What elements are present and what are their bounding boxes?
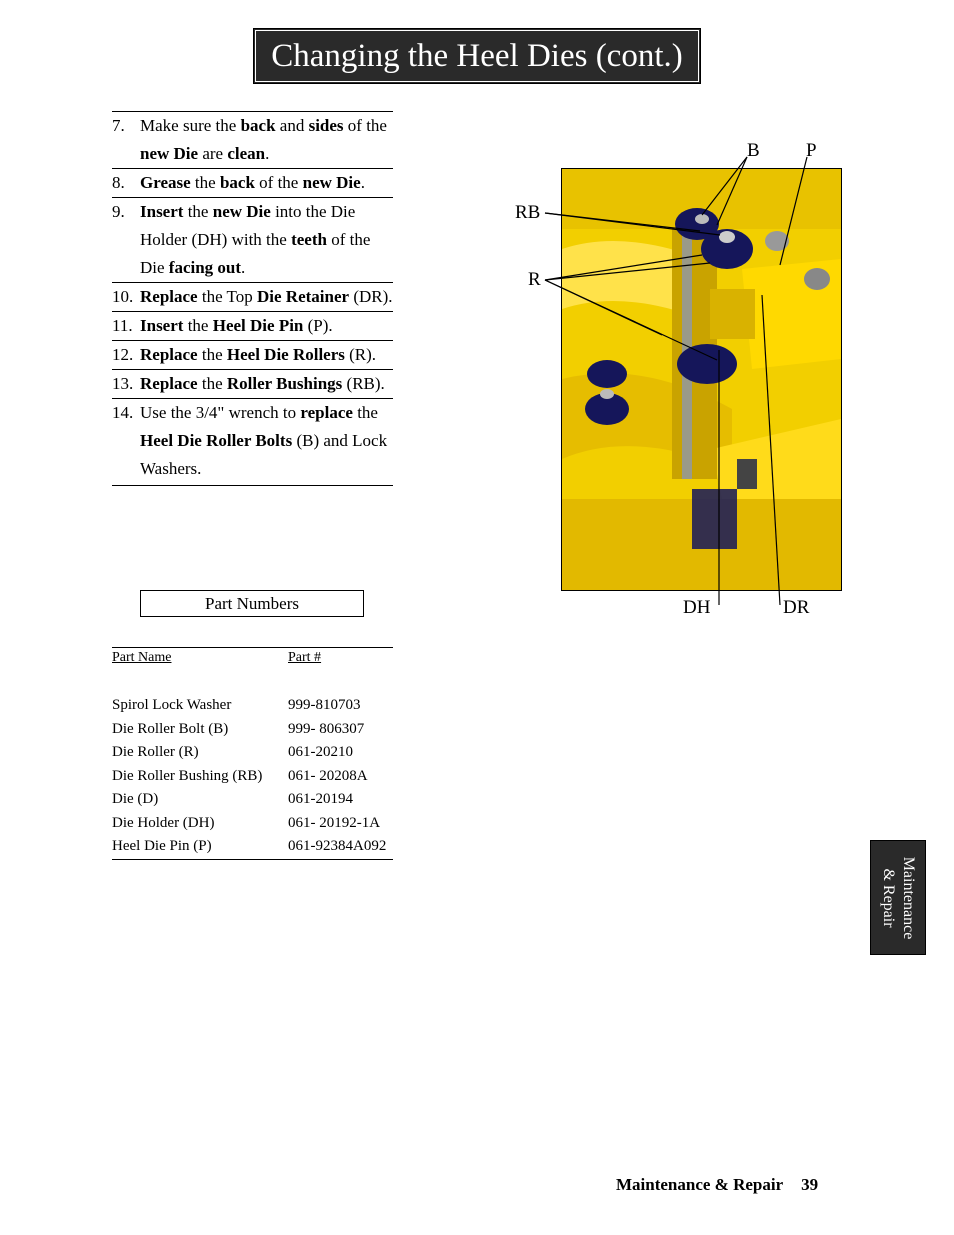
step-emphasis: Insert	[140, 202, 184, 221]
step-text-segment: (P).	[303, 316, 333, 335]
callout-lines	[512, 135, 852, 625]
step-item	[112, 168, 393, 197]
step-item	[112, 340, 393, 369]
part-number-cell: 999-810703	[288, 697, 361, 714]
part-name-cell: Spirol Lock Washer	[112, 697, 232, 714]
part-number-cell: 999- 806307	[288, 720, 365, 737]
step-emphasis: Heel Die Roller Bolts	[140, 431, 293, 450]
step-item	[112, 282, 393, 311]
step-text-segment: the	[352, 403, 378, 422]
part-name-cell: Die Holder (DH)	[112, 814, 215, 831]
step-number: 14.	[112, 403, 134, 422]
part-name-cell: Die Roller Bolt (B)	[112, 720, 229, 737]
step-text	[140, 399, 393, 483]
part-name-cell: Heel Die Pin (P)	[112, 838, 212, 855]
step-text-segment: of the	[343, 116, 387, 135]
step-text	[140, 283, 393, 311]
parts-table-row	[112, 741, 393, 765]
step-item	[112, 311, 393, 340]
step-text-segment: .	[360, 173, 365, 192]
part-number-cell: 061- 20208A	[288, 767, 368, 784]
step-text	[140, 169, 393, 197]
step-number: 13.	[112, 374, 134, 393]
parts-table-row	[112, 835, 393, 859]
label-p: P	[806, 140, 817, 161]
step-item	[112, 111, 393, 168]
step-text	[140, 312, 393, 340]
side-tab-line-2: & Repair	[880, 867, 897, 928]
part-name-cell: Die Roller Bushing (RB)	[112, 767, 263, 784]
step-number: 8.	[112, 173, 125, 192]
instruction-steps	[112, 111, 393, 486]
part-number-cell: 061-92384A092	[288, 838, 387, 855]
step-text-segment: the	[197, 345, 227, 364]
step-text-segment: the	[183, 316, 213, 335]
step-emphasis: sides	[308, 116, 344, 135]
step-emphasis: Roller Bushings	[226, 374, 343, 393]
step-number: 12.	[112, 345, 134, 364]
part-numbers-heading: Part Numbers	[140, 590, 364, 617]
step-text-segment: the	[197, 374, 227, 393]
step-emphasis: replace	[300, 403, 353, 422]
header-part-number: Part #	[288, 650, 322, 665]
step-emphasis: Replace	[140, 345, 198, 364]
parts-table-row	[112, 812, 393, 836]
step-item	[112, 197, 393, 282]
heel-die-photo-figure	[512, 135, 852, 625]
step-text-segment: the	[183, 202, 213, 221]
label-b: B	[747, 140, 760, 161]
header-part-name: Part Name	[112, 650, 172, 665]
side-tab-label	[878, 856, 918, 939]
parts-table	[112, 647, 393, 860]
step-number: 10.	[112, 287, 134, 306]
step-text-segment: of the Die	[140, 230, 371, 277]
page-title: Changing the Heel Dies (cont.)	[253, 28, 701, 84]
step-item	[112, 398, 393, 486]
step-text-segment: the	[190, 173, 220, 192]
side-tab-line-1: Maintenance	[900, 856, 917, 939]
step-text-segment: the Top	[197, 287, 258, 306]
page-footer	[616, 1175, 818, 1195]
step-emphasis: teeth	[291, 230, 327, 249]
label-rb: RB	[515, 202, 541, 223]
page-number: 39	[801, 1175, 819, 1194]
part-number-cell: 061- 20192-1A	[288, 814, 381, 831]
part-name-cell: Die (D)	[112, 791, 159, 808]
label-dh: DH	[683, 597, 711, 618]
step-text-segment: (RB).	[342, 374, 385, 393]
parts-table-row	[112, 765, 393, 789]
section-side-tab	[870, 840, 926, 955]
parts-table-header	[112, 650, 393, 694]
footer-section: Maintenance & Repair	[616, 1175, 784, 1194]
step-text-segment: of the	[254, 173, 303, 192]
step-emphasis: new Die	[212, 202, 271, 221]
step-emphasis: clean	[227, 144, 266, 163]
step-text-segment: (B) and Lock Washers.	[140, 431, 388, 478]
step-emphasis: Replace	[140, 374, 198, 393]
step-text-segment: .	[265, 144, 270, 163]
step-emphasis: back	[240, 116, 276, 135]
step-emphasis: facing out	[168, 258, 242, 277]
step-text-segment: into the Die Holder (DH) with the	[140, 202, 356, 249]
step-number: 11.	[112, 316, 133, 335]
step-text-segment: (R).	[344, 345, 377, 364]
step-text-segment: and	[275, 116, 309, 135]
step-item	[112, 369, 393, 398]
label-dr: DR	[783, 597, 810, 618]
step-text-segment: .	[241, 258, 246, 277]
step-text-segment: Use the 3/4" wrench to	[140, 403, 301, 422]
parts-table-row	[112, 694, 393, 718]
step-text-segment: are	[198, 144, 228, 163]
step-emphasis: Grease	[140, 173, 191, 192]
step-text-segment: (DR).	[349, 287, 393, 306]
part-name-cell: Die Roller (R)	[112, 744, 199, 761]
part-number-cell: 061-20210	[288, 744, 353, 761]
step-text-segment: Make sure the	[140, 116, 241, 135]
step-emphasis: new Die	[140, 144, 199, 163]
step-emphasis: Insert	[140, 316, 184, 335]
step-emphasis: back	[219, 173, 255, 192]
step-text	[140, 341, 393, 369]
part-number-cell: 061-20194	[288, 791, 353, 808]
step-emphasis: Heel Die Rollers	[226, 345, 345, 364]
step-emphasis: Replace	[140, 287, 198, 306]
step-text	[140, 198, 393, 282]
step-emphasis: Die Retainer	[257, 287, 350, 306]
parts-table-row	[112, 788, 393, 812]
step-text	[140, 370, 393, 398]
step-text	[140, 112, 393, 168]
parts-table-row	[112, 718, 393, 742]
step-emphasis: new Die	[302, 173, 361, 192]
step-number: 7.	[112, 116, 125, 135]
label-r: R	[528, 269, 541, 290]
step-number: 9.	[112, 202, 125, 221]
step-emphasis: Heel Die Pin	[212, 316, 304, 335]
